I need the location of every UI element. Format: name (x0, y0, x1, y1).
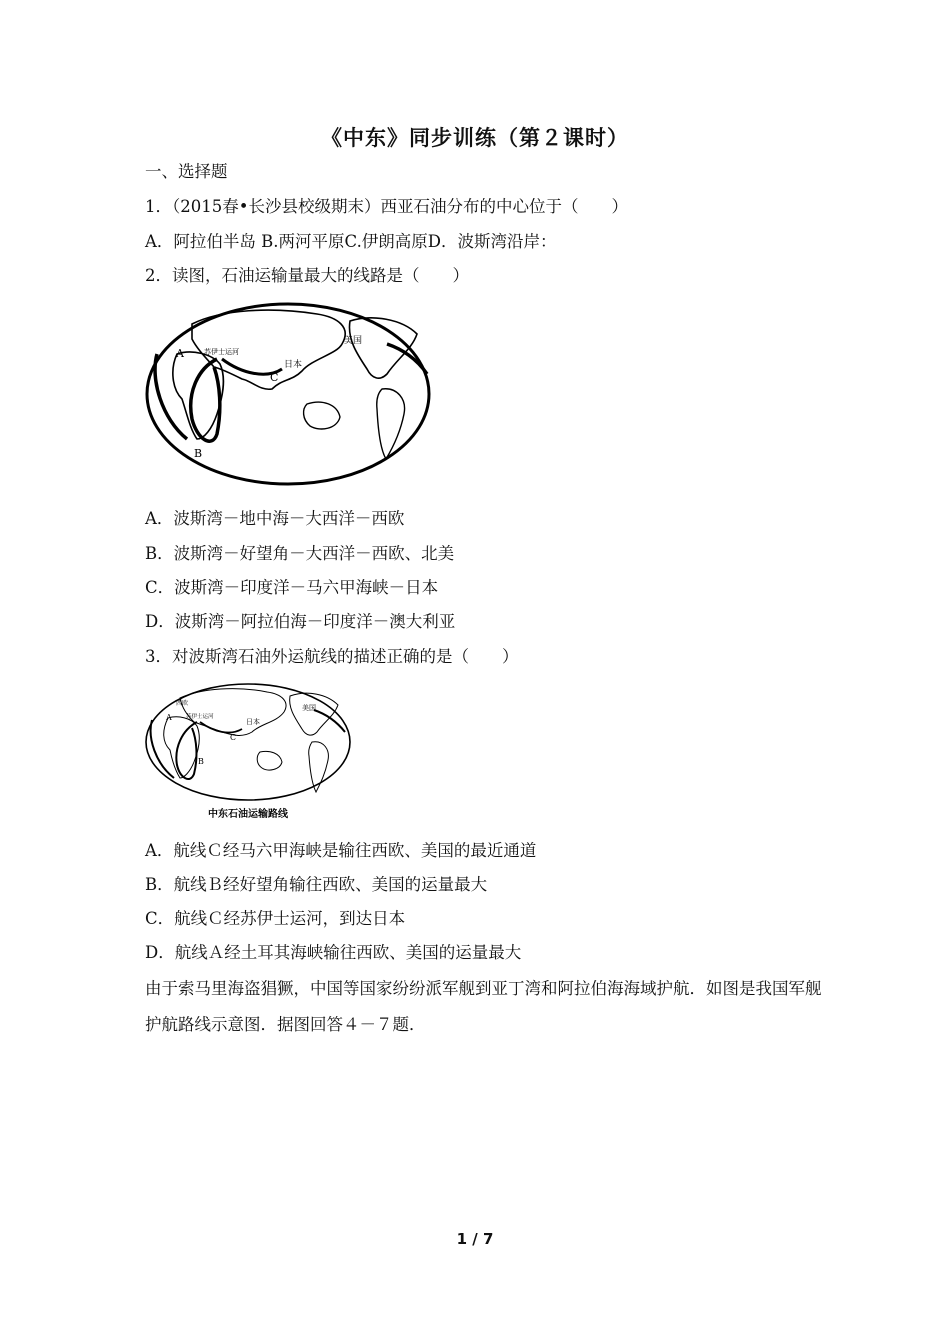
question-3-option-a: A．航线Ｃ经马六甲海峡是输往西欧、美国的最近通道 (145, 841, 537, 860)
question-3-option-d: D．航线Ａ经土耳其海峡输往西欧、美国的运量最大 (145, 943, 522, 962)
page-number: 1 / 7 (456, 1230, 494, 1248)
question-2-option-a: A．波斯湾－地中海－大西洋－西欧 (145, 509, 405, 528)
middle-east-oil-route-map (142, 680, 355, 823)
map2-label-b: B (198, 757, 204, 766)
map1-label-strait: 苏伊士运河 (204, 348, 239, 356)
map2-label-a: A (166, 713, 172, 722)
passage-intro: 由于索马里海盗猖獗，中国等国家纷纷派军舰到亚丁湾和阿拉伯海海域护航．如图是我国军舰护航路线示意图．据图回答４－７题． (145, 979, 822, 1034)
question-3-option-b: B．航线Ｂ经好望角输往西欧、美国的运量最大 (145, 875, 488, 894)
question-1-options: A．阿拉伯半岛 B.两河平原C.伊朗高原D．波斯湾沿岸： (145, 232, 557, 251)
question-2-option-d: D．波斯湾－阿拉伯海－印度洋－澳大利亚 (145, 612, 456, 631)
question-1-stem: 1．（2015春•长沙县校级期末）西亚石油分布的中心位于（ ） (145, 197, 628, 216)
map2-label-japan: 日本 (246, 718, 260, 726)
page-title: 《中东》同步训练（第２课时） (321, 126, 629, 150)
question-2-option-c: C．波斯湾－印度洋－马六甲海峡－日本 (145, 578, 439, 597)
question-3-option-c: C．航线Ｃ经苏伊士运河，到达日本 (145, 909, 406, 928)
question-2-option-b: B．波斯湾－好望角－大西洋－西欧、北美 (145, 544, 455, 563)
question-2-stem: 2．读图，石油运输量最大的线路是（ ） (145, 266, 469, 285)
map1-label-c: C (270, 371, 279, 384)
world-oil-route-map (142, 299, 435, 488)
map2-label-europe: 西欧 (176, 700, 189, 707)
map2-label-usa: 美国 (302, 704, 316, 712)
question-3-stem: 3．对波斯湾石油外运航线的描述正确的是（ ） (145, 647, 519, 666)
map2-label-c: C (230, 733, 237, 742)
map1-label-b: B (194, 447, 203, 460)
section-heading: 一、选择题 (145, 162, 228, 181)
map2-label-strait: 苏伊士运河 (186, 714, 214, 720)
map1-label-a: A (176, 347, 184, 360)
map1-label-japan: 日本 (284, 360, 303, 370)
map2-caption: 中东石油运输路线 (208, 809, 288, 820)
map1-label-usa: 美国 (344, 336, 363, 346)
